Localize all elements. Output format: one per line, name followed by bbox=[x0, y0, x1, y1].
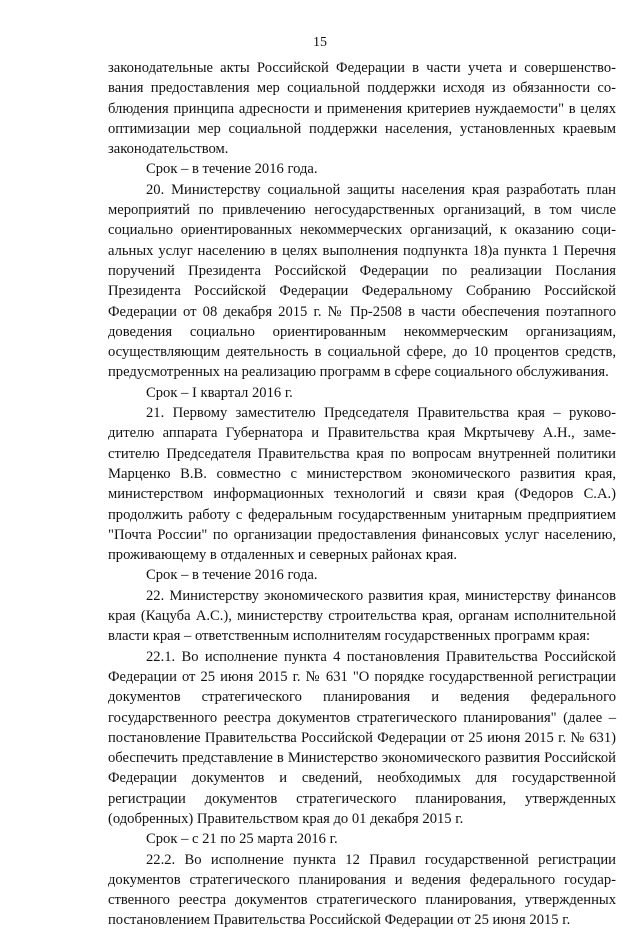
document-body bbox=[108, 58, 616, 931]
paragraph-continuation: законодательные акты Российской Федерации в части учета и совершенствования предоставления мер социальной поддержки исходя из обязанности соблюдения принципа адресности и применения критериев нуждаемости" в целях оптимизации мер социальной поддержки населения, установленных краевым законодательством. bbox=[108, 60, 616, 158]
paragraph-item-22-1: 22.1. Во исполнение пункта 4 постановления Правительства Российской Федерации от 25 июня 2015 г. № 631 "О порядке государственной регистрации документов стратегического планирования и ведения федерального государственного реестра документов стратегического планирования" (далее – постановление Правительства Российской Федерации от 25 июня 2015 г. № 631) обеспечить представление в Министерство экономического развития Российской Федерации документов и сведений, необходимых для государственной регистрации документов стратегического планирования, утвержденных (одобренных) Правительством края до 01 декабря 2015 г. bbox=[108, 648, 616, 827]
deadline-line: Срок – I квартал 2016 г. bbox=[146, 384, 293, 401]
paragraph-item-21: 21. Первому заместителю Председателя Правительства края – руководителю аппарата Губернатора и Правительства края Мкртычеву А.Н., заместителю Председателя Правительства края по вопросам внутренней политики Марценко В.В. совместно с министерством экономического развития края, министерством информационных технологий и связи края (Федоров С.А.) продолжить работу с федеральным государственным унитарным предприятием "Почта России" по организации предоставления финансовых услуг населению, проживающему в отдаленных и северных районах края. bbox=[108, 405, 616, 564]
deadline-line: Срок – с 21 по 25 марта 2016 г. bbox=[146, 831, 338, 848]
paragraph-item-22-2: 22.2. Во исполнение пункта 12 Правил государственной регистрации документов стратегического планирования и ведения федерального государственного реестра документов стратегического планирования, утвержденных постановлением Правительства Российской Федерации от 25 июня 2015 г. bbox=[108, 851, 616, 929]
paragraph-item-22: 22. Министерству экономического развития края, министерству финансов края (Кацуба А.С.), министерству строительства края, органам исполнительной власти края – ответственным исполнителям государственных программ края: bbox=[108, 587, 616, 645]
page-number: 15 bbox=[313, 35, 327, 50]
paragraph-item-20: 20. Министерству социальной защиты населения края разработать план мероприятий по привлечению негосударственных организаций, в том числе социально ориентированных некоммерческих организаций, к оказанию социальных услуг населению в целях выполнения подпункта 18)а пункта 1 Перечня поручений Президента Российской Федерации по реализации Послания Президента Российской Федерации Федеральному Собранию Российской Федерации от 08 декабря 2015 г. № Пр-2508 в части обеспечения поэтапного доведения социально ориентированным некоммерческим организациям, осуществляющим деятельность в социальной сфере, до 10 процентов средств, предусмотренных на реализацию программ в сфере социального обслуживания. bbox=[108, 181, 616, 381]
deadline-line: Срок – в течение 2016 года. bbox=[146, 161, 318, 178]
deadline-line: Срок – в течение 2016 года. bbox=[146, 567, 318, 584]
